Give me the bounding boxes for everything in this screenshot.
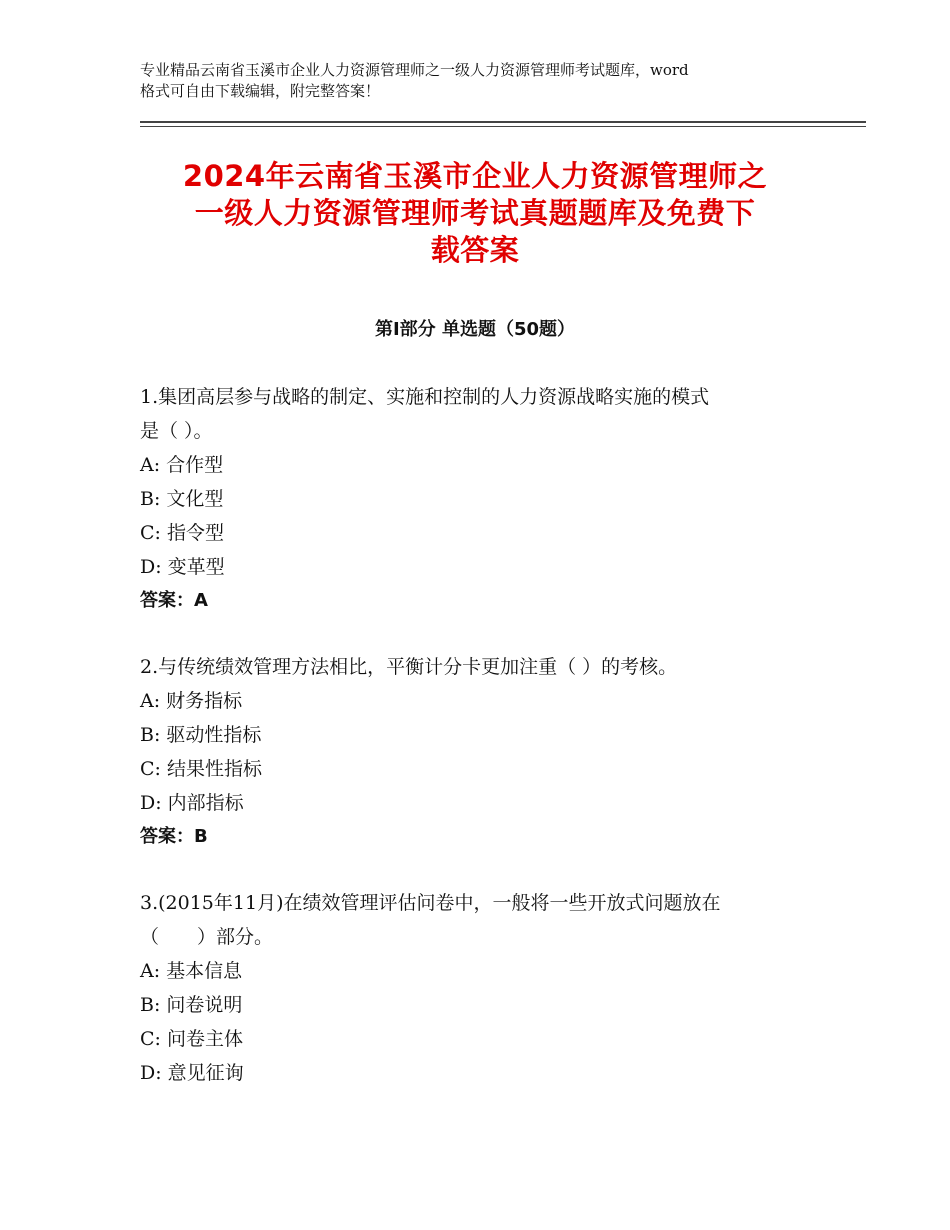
option-b: B: 驱动性指标 (140, 724, 262, 746)
answer-line: 答案：A (140, 590, 208, 611)
question-stem: 3.(2015年11月)在绩效管理评估问卷中，一般将一些开放式问题放在 (140, 892, 721, 914)
question-spacer (140, 618, 830, 650)
question-item (140, 886, 830, 1090)
option-c: C: 问卷主体 (140, 1028, 243, 1050)
question-stem: 是（ ）。 (140, 420, 213, 442)
answer-line: 答案：B (140, 826, 208, 847)
option-a: A: 财务指标 (140, 690, 243, 712)
header-rule-thin (140, 126, 866, 127)
question-item (140, 380, 830, 618)
question-stem: （ ）部分。 (140, 926, 274, 948)
question-item (140, 650, 830, 854)
option-a: A: 基本信息 (140, 960, 243, 982)
title-line: 2024年云南省玉溪市企业人力资源管理师之 (182, 159, 768, 193)
option-c: C: 结果性指标 (140, 758, 262, 780)
option-b: B: 文化型 (140, 488, 224, 510)
question-stem: 2.与传统绩效管理方法相比，平衡计分卡更加注重（ ）的考核。 (140, 656, 678, 678)
option-c: C: 指令型 (140, 522, 224, 544)
option-d: D: 内部指标 (140, 792, 244, 814)
option-a: A: 合作型 (140, 454, 224, 476)
option-b: B: 问卷说明 (140, 994, 243, 1016)
section-heading: 第Ⅰ部分 单选题（50题） (374, 319, 575, 340)
question-spacer (140, 854, 830, 886)
question-stem: 1.集团高层参与战略的制定、实施和控制的人力资源战略实施的模式 (140, 386, 710, 408)
header-note-line: 专业精品云南省玉溪市企业人力资源管理师之一级人力资源管理师考试题库，word (140, 61, 689, 79)
title-line: 载答案 (430, 233, 520, 267)
header-rule-thick (140, 121, 866, 123)
document-title (140, 158, 810, 269)
title-line: 一级人力资源管理师考试真题题库及免费下 (194, 196, 756, 230)
option-d: D: 变革型 (140, 556, 225, 578)
header-note-line: 格式可自由下载编辑，附完整答案！ (140, 82, 381, 100)
header-note (140, 60, 820, 102)
option-d: D: 意见征询 (140, 1062, 244, 1084)
question-list (140, 380, 830, 1090)
